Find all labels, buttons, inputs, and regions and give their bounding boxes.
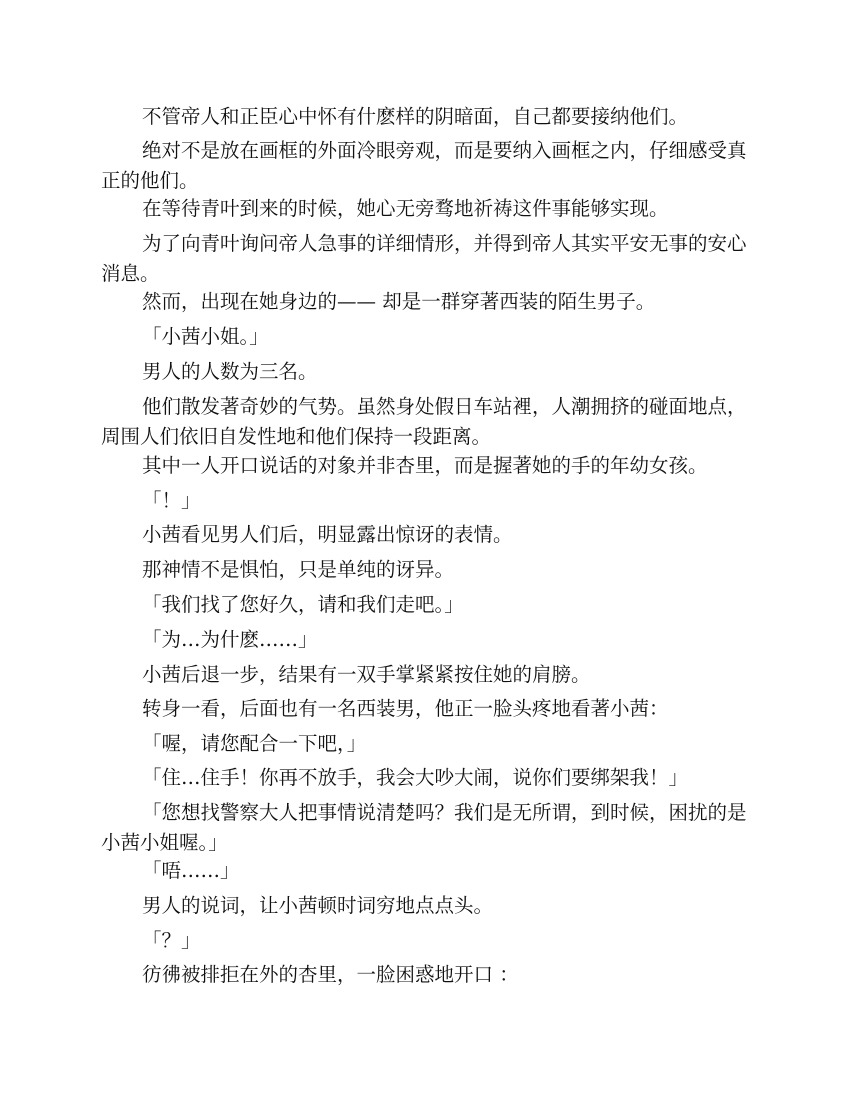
paragraph: 其中一人开口说话的对象并非杏里，而是握著她的手的年幼女孩。: [142, 454, 708, 477]
paragraph: 彷彿被排拒在外的杏里，一脸困惑地开口 ：: [142, 963, 519, 986]
paragraph: 在等待青叶到来的时候，她心无旁骛地祈祷这件事能够实现。: [142, 197, 669, 220]
paragraph: 小茜后退一步，结果有一双手掌紧紧按住她的肩膀。: [142, 663, 591, 686]
paragraph: 「！」: [142, 489, 201, 512]
paragraph: 他们散发著奇妙的气势。虽然身处假日车站裡，人潮拥挤的碰面地点，周围人们依旧自发性地和他们保持一段距离。: [101, 395, 747, 448]
paragraph: 「我们找了您好久，请和我们走吧。」: [142, 593, 464, 616]
paragraph: 然而，出现在她身边的—— 却是一群穿著西装的陌生男子。: [142, 290, 656, 313]
paragraph: 男人的人数为三名。: [142, 360, 318, 383]
paragraph: 「？」: [142, 929, 201, 952]
paragraph: 「住…住手！你再不放手，我会大吵大闹，说你们要绑架我！」: [142, 766, 689, 789]
paragraph: 小茜看见男人们后，明显露出惊讶的表情。: [142, 523, 513, 546]
paragraph: 「唔……」: [142, 859, 240, 882]
paragraph: 不管帝人和正臣心中怀有什麽样的阴暗面，自己都要接纳他们。: [142, 105, 689, 128]
paragraph: 男人的说词，让小茜顿时词穷地点点头。: [142, 894, 494, 917]
paragraph: 那神情不是惧怕，只是单纯的讶异。: [142, 558, 455, 581]
paragraph: 为了向青叶询问帝人急事的详细情形，并得到帝人其实平安无事的安心消息。: [101, 232, 747, 285]
paragraph: 「喔，请您配合一下吧，」: [142, 732, 367, 755]
paragraph: 转身一看，后面也有一名西装男，他正一脸头疼地看著小茜：: [142, 697, 669, 720]
paragraph: 绝对不是放在画框的外面冷眼旁观，而是要纳入画框之内，仔细感受真正的他们。: [101, 139, 747, 192]
paragraph: 「您想找警察大人把事情说清楚吗？我们是无所谓，到时候，困扰的是小茜小姐喔。」: [101, 801, 747, 854]
paragraph: 「小茜小姐。」: [142, 325, 269, 348]
paragraph: 「为…为什麽……」: [142, 628, 318, 651]
